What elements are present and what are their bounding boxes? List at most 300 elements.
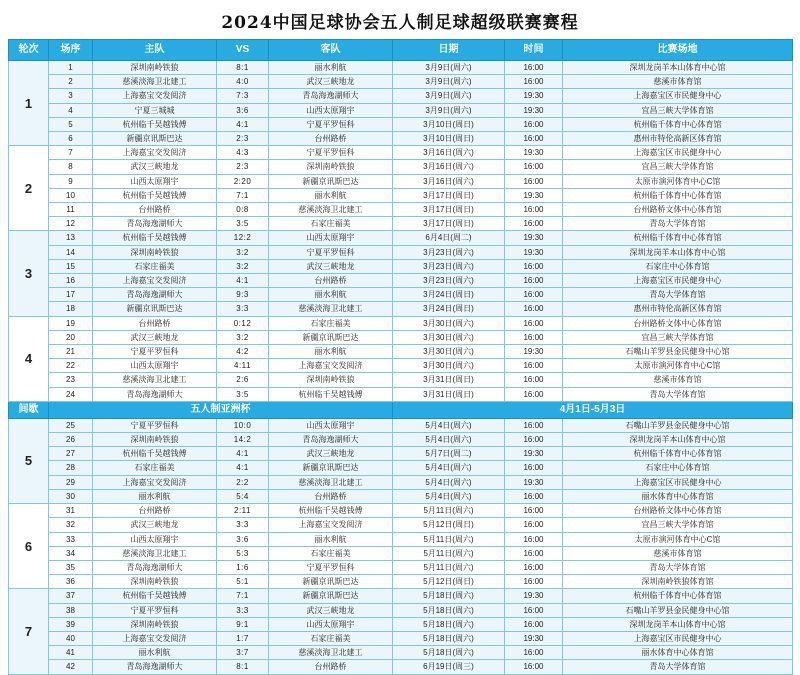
score: 4:2: [217, 345, 269, 359]
match-no: 10: [49, 188, 93, 202]
table-row[interactable]: [9, 617, 793, 631]
score: 5:4: [217, 489, 269, 503]
match-time: 16:00: [505, 174, 563, 188]
table-row[interactable]: [9, 160, 793, 174]
table-row[interactable]: [9, 316, 793, 330]
match-venue: 青岛大学体育馆: [563, 288, 793, 302]
match-no: 26: [49, 433, 93, 447]
away-team: 石家庄福美: [269, 217, 393, 231]
match-venue: 青岛大学体育馆: [563, 660, 793, 674]
page-title: 2024中国足球协会五人制足球超级联赛赛程: [221, 13, 579, 33]
score: 8:1: [217, 660, 269, 674]
match-date: 3月16日(周六): [393, 146, 505, 160]
table-row[interactable]: [9, 174, 793, 188]
match-time: 16:00: [505, 387, 563, 401]
match-time: 16:00: [505, 546, 563, 560]
table-row[interactable]: [9, 504, 793, 518]
match-venue: 宜昌三峡大学体育馆: [563, 518, 793, 532]
score: 3:2: [217, 245, 269, 259]
match-time: 16:00: [505, 316, 563, 330]
match-no: 13: [49, 231, 93, 245]
away-team: 武汉三峡地龙: [269, 603, 393, 617]
home-team: 丽水利航: [93, 646, 217, 660]
match-no: 7: [49, 146, 93, 160]
home-team: 杭州临千吴越钱傅: [93, 589, 217, 603]
match-time: 16:00: [505, 418, 563, 432]
score: 2:3: [217, 132, 269, 146]
home-team: 宁夏平罗恒科: [93, 345, 217, 359]
match-venue: 杭州临千体育中心体育馆: [563, 447, 793, 461]
home-team: 深圳南岭铁狼: [93, 245, 217, 259]
home-team: 山西太原翔宇: [93, 174, 217, 188]
match-venue: 台州路桥文体中心体育馆: [563, 504, 793, 518]
away-team: 深圳南岭铁狼: [269, 373, 393, 387]
away-team: 杭州临千吴越钱傅: [269, 504, 393, 518]
score: 4:1: [217, 117, 269, 131]
match-no: 9: [49, 174, 93, 188]
match-no: 3: [49, 89, 93, 103]
match-date: 3月9日(周六): [393, 103, 505, 117]
match-no: 21: [49, 345, 93, 359]
interval-text: 五人制亚洲杯: [49, 401, 393, 418]
match-time: 19:30: [505, 245, 563, 259]
match-time: 16:00: [505, 302, 563, 316]
table-row[interactable]: [9, 461, 793, 475]
away-team: 石家庄福美: [269, 631, 393, 645]
away-team: 新疆京讯斯巴达: [269, 330, 393, 344]
away-team: 慈溪淡海卫北建工: [269, 302, 393, 316]
match-venue: 上海嘉宝区市民健身中心: [563, 631, 793, 645]
match-date: 6月19日(周三): [393, 660, 505, 674]
match-date: 5月11日(周六): [393, 546, 505, 560]
score: 9:1: [217, 617, 269, 631]
table-row[interactable]: [9, 518, 793, 532]
table-body: [9, 61, 793, 675]
match-time: 19:30: [505, 447, 563, 461]
match-no: 2: [49, 75, 93, 89]
home-team: 青岛海逸湖师大: [93, 387, 217, 401]
match-date: 5月4日(周六): [393, 475, 505, 489]
away-team: 武汉三峡地龙: [269, 259, 393, 273]
table-row[interactable]: [9, 631, 793, 645]
table-row[interactable]: [9, 387, 793, 401]
match-date: 3月17日(周日): [393, 217, 505, 231]
match-date: 5月4日(周六): [393, 433, 505, 447]
match-date: 3月16日(周六): [393, 160, 505, 174]
match-date: 3月24日(周日): [393, 288, 505, 302]
away-team: 新疆京讯斯巴达: [269, 589, 393, 603]
header-venue: 比赛场地: [563, 40, 793, 61]
table-row[interactable]: [9, 89, 793, 103]
match-date: 3月31日(周日): [393, 387, 505, 401]
table-row[interactable]: [9, 345, 793, 359]
match-no: 18: [49, 302, 93, 316]
match-venue: 深圳龙岗羊本山体育中心馆: [563, 617, 793, 631]
table-header: [9, 40, 793, 61]
match-date: 3月9日(周六): [393, 89, 505, 103]
score: 7:3: [217, 89, 269, 103]
round-cell: 3: [9, 231, 49, 316]
match-date: 3月23日(周六): [393, 245, 505, 259]
home-team: 杭州临千吴越钱傅: [93, 188, 217, 202]
home-team: 宁夏三城城: [93, 103, 217, 117]
match-venue: 杭州临千体育中心体育馆: [563, 589, 793, 603]
match-venue: 惠州市特伦高新区体育馆: [563, 132, 793, 146]
match-venue: 杭州临千体育中心体育馆: [563, 188, 793, 202]
score: 0:12: [217, 316, 269, 330]
table-row[interactable]: [9, 359, 793, 373]
match-date: 5月11日(周六): [393, 560, 505, 574]
match-venue: 丽水体育中心体育馆: [563, 489, 793, 503]
home-team: 青岛海逸湖师大: [93, 288, 217, 302]
score: 12:2: [217, 231, 269, 245]
away-team: 宁夏平罗恒科: [269, 245, 393, 259]
table-row[interactable]: [9, 433, 793, 447]
home-team: 慈溪淡海卫北建工: [93, 546, 217, 560]
table-row[interactable]: [9, 418, 793, 432]
home-team: 台州路桥: [93, 316, 217, 330]
match-no: 41: [49, 646, 93, 660]
away-team: 慈溪淡海卫北建工: [269, 646, 393, 660]
match-no: 24: [49, 387, 93, 401]
match-time: 19:30: [505, 475, 563, 489]
away-team: 台州路桥: [269, 489, 393, 503]
score: 3:2: [217, 259, 269, 273]
away-team: 丽水利航: [269, 188, 393, 202]
match-date: 3月9日(周六): [393, 61, 505, 75]
match-venue: 太原市演河体育中心C馆: [563, 532, 793, 546]
match-time: 16:00: [505, 160, 563, 174]
match-time: 19:30: [505, 345, 563, 359]
home-team: 慈溪淡海卫北建工: [93, 75, 217, 89]
match-time: 19:30: [505, 589, 563, 603]
home-team: 丽水利航: [93, 489, 217, 503]
away-team: 台州路桥: [269, 132, 393, 146]
match-no: 19: [49, 316, 93, 330]
away-team: 台州路桥: [269, 660, 393, 674]
match-venue: 青岛大学体育馆: [563, 217, 793, 231]
home-team: 台州路桥: [93, 504, 217, 518]
match-date: 5月18日(周六): [393, 646, 505, 660]
table-row[interactable]: [9, 274, 793, 288]
score: 2:20: [217, 174, 269, 188]
score: 3:6: [217, 103, 269, 117]
match-no: 38: [49, 603, 93, 617]
table-row[interactable]: [9, 575, 793, 589]
match-venue: 台州路桥文体中心体育馆: [563, 316, 793, 330]
match-venue: 深圳龙岗羊本山体育中心馆: [563, 433, 793, 447]
table-row[interactable]: [9, 75, 793, 89]
match-venue: 石嘴山羊罗县金民健身中心馆: [563, 603, 793, 617]
header-round: 轮次: [9, 40, 49, 61]
table-row[interactable]: [9, 660, 793, 674]
round-cell: 1: [9, 61, 49, 146]
score: 4:3: [217, 146, 269, 160]
score: 3:2: [217, 330, 269, 344]
home-team: 慈溪淡海卫北建工: [93, 373, 217, 387]
match-time: 16:00: [505, 132, 563, 146]
match-no: 16: [49, 274, 93, 288]
match-date: 5月18日(周六): [393, 631, 505, 645]
match-date: 3月10日(周日): [393, 132, 505, 146]
score: 8:1: [217, 61, 269, 75]
match-venue: 慈溪市体育馆: [563, 373, 793, 387]
match-venue: 太原市演河体育中心C馆: [563, 359, 793, 373]
away-team: 上海嘉宝交发阅济: [269, 518, 393, 532]
table-row[interactable]: [9, 231, 793, 245]
score: 2:3: [217, 160, 269, 174]
table-row[interactable]: [9, 146, 793, 160]
home-team: 上海嘉宝交发阅济: [93, 475, 217, 489]
score: 9:3: [217, 288, 269, 302]
score: 4:1: [217, 447, 269, 461]
table-row[interactable]: [9, 302, 793, 316]
match-date: 5月4日(周六): [393, 489, 505, 503]
match-venue: 宜昌三峡大学体育馆: [563, 160, 793, 174]
header-home: 主队: [93, 40, 217, 61]
match-no: 39: [49, 617, 93, 631]
match-venue: 慈溪市体育馆: [563, 75, 793, 89]
match-time: 16:00: [505, 461, 563, 475]
home-team: 上海嘉宝交发阅济: [93, 146, 217, 160]
score: 4:1: [217, 274, 269, 288]
match-no: 8: [49, 160, 93, 174]
match-time: 16:00: [505, 359, 563, 373]
match-time: 16:00: [505, 259, 563, 273]
table-row[interactable]: [9, 603, 793, 617]
away-team: 丽水利航: [269, 532, 393, 546]
match-no: 23: [49, 373, 93, 387]
away-team: 石家庄福美: [269, 546, 393, 560]
match-venue: 青岛大学体育馆: [563, 560, 793, 574]
score: 0:8: [217, 203, 269, 217]
match-time: 16:00: [505, 575, 563, 589]
table-row[interactable]: [9, 117, 793, 131]
home-team: 山西太原翔宇: [93, 359, 217, 373]
score: 5:1: [217, 575, 269, 589]
away-team: 石家庄福美: [269, 316, 393, 330]
match-venue: 石家庄中心体育馆: [563, 259, 793, 273]
match-date: 3月30日(周六): [393, 345, 505, 359]
match-time: 16:00: [505, 489, 563, 503]
match-date: 3月17日(周日): [393, 203, 505, 217]
match-time: 19:30: [505, 188, 563, 202]
match-venue: 深圳龙岗羊本山体育中心馆: [563, 61, 793, 75]
away-team: 慈溪淡海卫北建工: [269, 475, 393, 489]
away-team: 上海嘉宝交发阅济: [269, 359, 393, 373]
away-team: 武汉三峡地龙: [269, 75, 393, 89]
score: 3:6: [217, 532, 269, 546]
home-team: 宁夏平罗恒科: [93, 418, 217, 432]
match-time: 16:00: [505, 217, 563, 231]
match-date: 5月4日(周六): [393, 461, 505, 475]
score: 7:1: [217, 589, 269, 603]
match-date: 5月12日(周日): [393, 518, 505, 532]
away-team: 青岛海逸湖师大: [269, 433, 393, 447]
match-no: 28: [49, 461, 93, 475]
match-date: 5月18日(周六): [393, 603, 505, 617]
table-row[interactable]: [9, 532, 793, 546]
match-time: 16:00: [505, 660, 563, 674]
away-team: 武汉三峡地龙: [269, 447, 393, 461]
home-team: 深圳南岭铁狼: [93, 575, 217, 589]
match-no: 33: [49, 532, 93, 546]
match-venue: 石嘴山羊罗县金民健身中心馆: [563, 345, 793, 359]
match-venue: 深圳南岭铁狼体育馆: [563, 575, 793, 589]
match-no: 31: [49, 504, 93, 518]
score: 1:7: [217, 631, 269, 645]
match-venue: 石嘴山羊罗县金民健身中心馆: [563, 418, 793, 432]
match-no: 20: [49, 330, 93, 344]
table-row[interactable]: [9, 447, 793, 461]
match-date: 3月30日(周六): [393, 316, 505, 330]
table-row[interactable]: [9, 259, 793, 273]
home-team: 深圳南岭铁狼: [93, 617, 217, 631]
match-venue: 青岛大学体育馆: [563, 387, 793, 401]
match-no: 14: [49, 245, 93, 259]
home-team: 杭州临千吴越钱傅: [93, 231, 217, 245]
table-row[interactable]: [9, 188, 793, 202]
away-team: 山西太原翔宇: [269, 103, 393, 117]
header-time: 时间: [505, 40, 563, 61]
match-date: 5月11日(周六): [393, 532, 505, 546]
home-team: 上海嘉宝交发阅济: [93, 89, 217, 103]
match-venue: 丽水体育中心体育馆: [563, 646, 793, 660]
match-venue: 宜昌三峡大学体育馆: [563, 330, 793, 344]
match-venue: 上海嘉宝区市民健身中心: [563, 274, 793, 288]
match-venue: 慈溪市体育馆: [563, 546, 793, 560]
match-time: 16:00: [505, 61, 563, 75]
match-no: 15: [49, 259, 93, 273]
match-venue: 惠州市特伦高新区体育馆: [563, 302, 793, 316]
match-time: 16:00: [505, 203, 563, 217]
match-date: 3月31日(周日): [393, 373, 505, 387]
table-row[interactable]: [9, 217, 793, 231]
match-date: 5月12日(周日): [393, 575, 505, 589]
match-no: 5: [49, 117, 93, 131]
match-time: 16:00: [505, 330, 563, 344]
schedule-table: [8, 39, 793, 675]
match-no: 17: [49, 288, 93, 302]
round-cell: 2: [9, 146, 49, 231]
match-date: 5月18日(周六): [393, 589, 505, 603]
match-no: 34: [49, 546, 93, 560]
away-team: 新疆京讯斯巴达: [269, 174, 393, 188]
header-match-no: 场序: [49, 40, 93, 61]
match-time: 16:00: [505, 117, 563, 131]
interval-dates: 4月1日-5月3日: [393, 401, 793, 418]
table-row[interactable]: [9, 288, 793, 302]
match-no: 27: [49, 447, 93, 461]
match-time: 19:30: [505, 146, 563, 160]
score: 3:5: [217, 387, 269, 401]
table-row[interactable]: [9, 546, 793, 560]
away-team: 山西太原翔宇: [269, 231, 393, 245]
match-date: 3月10日(周日): [393, 117, 505, 131]
match-no: 11: [49, 203, 93, 217]
match-time: 16:00: [505, 617, 563, 631]
home-team: 石家庄福美: [93, 259, 217, 273]
match-no: 37: [49, 589, 93, 603]
away-team: 杭州临千吴越钱傅: [269, 387, 393, 401]
table-row[interactable]: [9, 330, 793, 344]
away-team: 宁夏平罗恒科: [269, 560, 393, 574]
match-no: 40: [49, 631, 93, 645]
match-no: 25: [49, 418, 93, 432]
table-row[interactable]: [9, 61, 793, 75]
interval-row: [9, 401, 793, 418]
table-row[interactable]: [9, 475, 793, 489]
home-team: 新疆京讯斯巴达: [93, 132, 217, 146]
score: 3:7: [217, 646, 269, 660]
match-no: 29: [49, 475, 93, 489]
match-time: 16:00: [505, 75, 563, 89]
match-venue: 杭州临千体育中心体育馆: [563, 117, 793, 131]
match-no: 12: [49, 217, 93, 231]
table-row[interactable]: [9, 203, 793, 217]
match-time: 16:00: [505, 532, 563, 546]
table-row[interactable]: [9, 103, 793, 117]
score: 10:0: [217, 418, 269, 432]
score: 4:11: [217, 359, 269, 373]
header-vs: VS: [217, 40, 269, 61]
away-team: 丽水利航: [269, 345, 393, 359]
table-row[interactable]: [9, 560, 793, 574]
match-time: 19:30: [505, 231, 563, 245]
table-row[interactable]: [9, 646, 793, 660]
match-venue: 宜昌三峡大学体育馆: [563, 103, 793, 117]
table-row[interactable]: [9, 245, 793, 259]
away-team: 丽水利航: [269, 288, 393, 302]
match-time: 16:00: [505, 518, 563, 532]
score: 3:3: [217, 518, 269, 532]
score: 14:2: [217, 433, 269, 447]
match-venue: 上海嘉宝区市民健身中心: [563, 146, 793, 160]
round-cell: 4: [9, 316, 49, 401]
away-team: 慈溪淡海卫北建工: [269, 203, 393, 217]
score: 3:3: [217, 302, 269, 316]
table-row[interactable]: [9, 373, 793, 387]
match-venue: 太原市演河体育中心C馆: [563, 174, 793, 188]
away-team: 深圳南岭铁狼: [269, 160, 393, 174]
match-date: 3月30日(周六): [393, 359, 505, 373]
home-team: 深圳南岭铁狼: [93, 433, 217, 447]
match-date: 3月23日(周六): [393, 259, 505, 273]
round-cell: 6: [9, 504, 49, 589]
match-time: 19:30: [505, 89, 563, 103]
away-team: 山西太原翔宇: [269, 617, 393, 631]
table-row[interactable]: [9, 489, 793, 503]
home-team: 台州路桥: [93, 203, 217, 217]
home-team: 青岛海逸湖师大: [93, 560, 217, 574]
home-team: 上海嘉宝交发阅济: [93, 274, 217, 288]
match-venue: 深圳龙岗羊本山体育中心馆: [563, 245, 793, 259]
match-time: 16:00: [505, 560, 563, 574]
table-row[interactable]: [9, 589, 793, 603]
home-team: 深圳南岭铁狼: [93, 61, 217, 75]
match-no: 4: [49, 103, 93, 117]
match-date: 5月7日(周二): [393, 447, 505, 461]
table-row[interactable]: [9, 132, 793, 146]
match-time: 16:00: [505, 603, 563, 617]
away-team: 丽水利航: [269, 61, 393, 75]
match-venue: 上海嘉宝区市民健身中心: [563, 475, 793, 489]
away-team: 新疆京讯斯巴达: [269, 575, 393, 589]
score: 2:2: [217, 475, 269, 489]
match-date: 5月11日(周六): [393, 504, 505, 518]
match-no: 32: [49, 518, 93, 532]
match-no: 42: [49, 660, 93, 674]
